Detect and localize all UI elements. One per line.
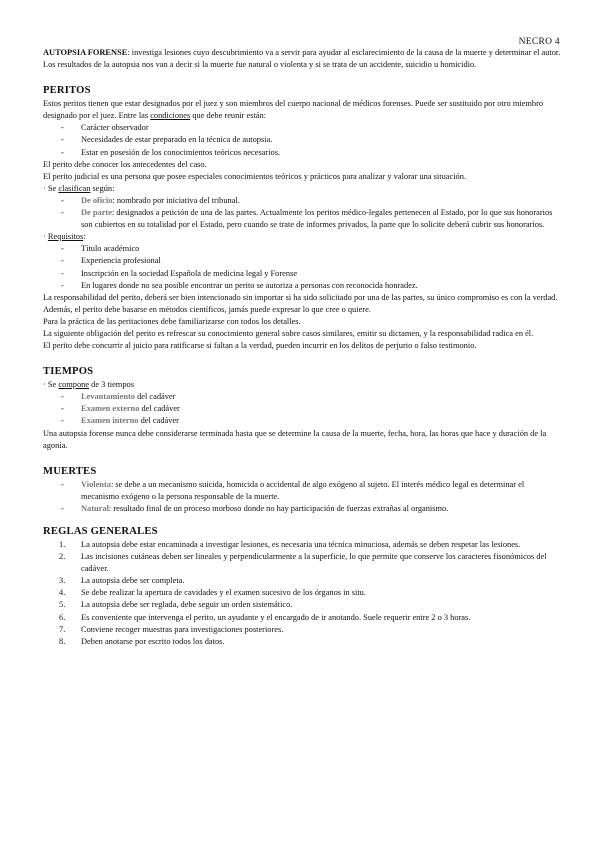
intro-paragraph [43,47,561,71]
requisitos-list [43,243,561,291]
list-item: 2. Las incisiones cutáneas deben ser lineales y perpendicularmente a la superficie, lo que permite que conserve los caracteres fisonómicos del cadáver. [59,552,547,574]
list-item: - Inscripción en la sociedad Española de medicina legal y Forense [43,268,561,280]
list-item: - Experiencia profesional [43,255,561,267]
peritos-heading: PERITOS [43,85,91,97]
list-item: - Examen interno del cadáver [43,415,561,427]
list-item: - Examen externo del cadáver [43,403,561,415]
list-item: - Necesidades de estar preparado en la técnica de autopsia. [43,134,561,146]
clasificacion-list [43,195,561,231]
peritos-paragraph-1: Estos peritos tienen que estar designados por el juez y son miembros del cuerpo nacional de médicos forenses. Puede ser sustituido por otro miembro designado por el juez. Entre las condiciones que debe reunir están: [43,99,544,121]
intro-term: AUTOPSIA FORENSE [43,48,128,57]
reglas-list [43,539,561,648]
tiempos-heading: TIEMPOS [43,366,94,378]
list-item: 3. La autopsia debe ser completa. [59,576,185,586]
list-item: - Título académico [43,243,561,255]
page-number: NECRO 4 [518,37,560,47]
condiciones-list [43,122,561,158]
list-item: - En lugares donde no sea posible encontrar un perito se autoriza a personas con reconocida honradez. [43,280,561,292]
list-item: - Carácter observador [43,122,561,134]
muertes-list [43,479,561,515]
document-body [43,47,561,648]
list-item: - De oficio: nombrado por iniciativa del tribunal. [43,195,561,207]
peritos-paragraph-2: El perito debe conocer los antecedentes del caso. [43,159,207,169]
condiciones-link: condiciones [150,111,191,121]
peritos-paragraph-3: El perito judicial es una persona que posee especiales conocimientos teóricos y prácticos para analizar y valorar una situación. [43,171,467,181]
list-item: - Natural: resultado final de un proceso morboso donde no hay participación de fuerzas extrañas al organismo. [43,503,561,515]
tiempos-list [43,391,561,427]
peritos-paragraph-5: Además, el perito debe basarse en métodos científicos, jamás puede expresar lo que cree o quiere. [43,304,371,314]
list-item: 1. La autopsia debe estar encaminada a investigar lesiones, es necesaria una técnica minuciosa, además se deben respetar las lesiones. [59,540,521,549]
tiempos-paragraph: Una autopsia forense nunca debe considerarse terminada hasta que se determine la causa de la muerte, fecha, hora, las horas que hace y duración de la agonía. [43,428,547,450]
list-item: - Levantamiento del cadáver [43,391,561,403]
list-item: 4. Se debe realizar la apertura de cavidades y el examen sucesivo de los órganos in situ. [59,588,366,598]
peritos-paragraph-6: Para la práctica de las peritaciones debe familiarizarse con todos los detalles. [43,316,301,326]
list-item: - Violenta: se debe a un mecanismo suicida, homicida o accidental de algo exógeno al sujeto. El interés médico legal es determinar el mecanismo exógeno o la persona responsable de la muerte. [43,479,561,503]
list-item: - De parte: designados a petición de una de las partes. Actualmente los peritos médico-legales pertenecen al Estado, por lo que sus honorarios son cubiertos en su totalidad por el Estado, pero cuando se trate de informes privados, la parte que lo solicite deberá cubrir sus honorarios. [43,207,561,231]
list-item: 8. Deben anotarse por escrito todos los datos. [59,636,225,646]
list-item: 6. Es conveniente que intervenga el perito, un ayudante y el encargado de ir anotando. Suele requerir entre 2 o 3 horas. [59,612,471,622]
peritos-paragraph-7: La siguiente obligación del perito es refrescar su conocimiento general sobre casos similares, emitir su dictamen, y la responsabilidad radica en él. [43,328,534,338]
peritos-paragraph-8: El perito debe concurrir al juicio para ratificarse si faltan a la verdad, pueden incurrir en los delitos de perjurio o falso testimonio. [43,341,477,351]
reglas-heading: REGLAS GENERALES [43,526,158,537]
list-item: 7. Conviene recoger muestras para investigaciones posteriores. [59,624,284,634]
list-item: - Estar en posesión de los conocimientos teóricos necesarios. [43,147,561,159]
clasificacion-intro: · Se clasifican según: [43,183,115,193]
tiempos-intro: · Se compone de 3 tiempos [43,380,134,390]
intro-text: : investiga lesiones cuyo descubrimiento va a servir para ayudar al esclarecimiento de la causa de la muerte y determinar el autor. Los resultados de la autopsia nos van a decir si la muerte fue natural o violenta y si se trata de un accidente, suicidio u homicidio. [43,48,561,70]
peritos-paragraph-4: La responsabilidad del perito, deberá ser bien intencionado sin importar si ha sido solicitado por una de las partes, su único compromiso es con la verdad. [43,292,558,302]
list-item: 5. La autopsia debe ser reglada, debe seguir un orden sistemático. [59,600,293,610]
muertes-heading: MUERTES [43,465,97,477]
requisitos-intro: · Requisitos: [43,232,86,242]
